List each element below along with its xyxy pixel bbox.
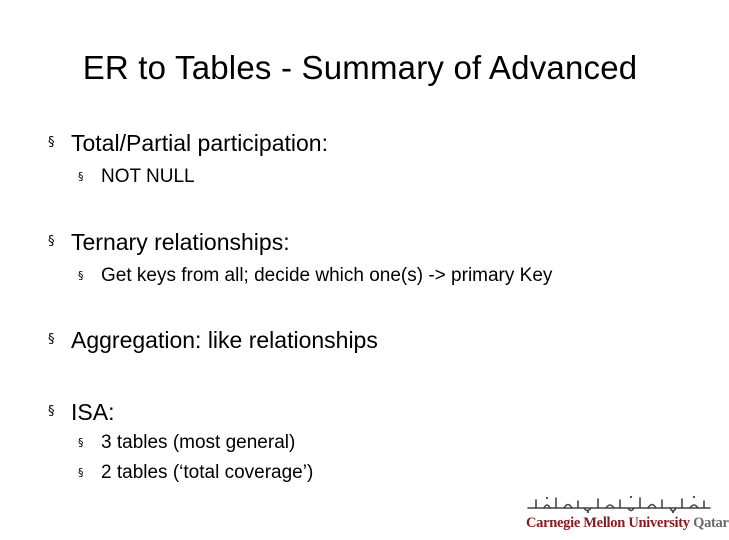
sub-bullet-not-null bbox=[78, 164, 195, 190]
sub-bullet-label: Get keys from all; decide which one(s) -> primary Key bbox=[101, 265, 553, 286]
bullet-aggregation bbox=[48, 325, 378, 355]
bullet-marker-icon: § bbox=[78, 269, 84, 282]
slide-title: ER to Tables - Summary of Advanced bbox=[82, 49, 638, 86]
cmu-wordmark: Carnegie Mellon University bbox=[526, 515, 690, 531]
bullet-marker-icon: § bbox=[48, 404, 55, 419]
cmu-qatar-logotype bbox=[526, 514, 729, 532]
sub-bullet-2-tables bbox=[78, 460, 313, 486]
sub-bullet-3-tables bbox=[78, 430, 295, 456]
bullet-label: Aggregation: like relationships bbox=[71, 327, 378, 353]
sub-bullet-get-keys bbox=[78, 263, 552, 289]
sub-bullet-label: 2 tables (‘total coverage’) bbox=[101, 462, 314, 483]
bullet-total-partial bbox=[48, 128, 328, 158]
bullet-marker-icon: § bbox=[78, 466, 84, 479]
bullet-marker-icon: § bbox=[48, 332, 55, 347]
bullet-label: Ternary relationships: bbox=[71, 229, 290, 255]
arabic-logotype-icon bbox=[526, 494, 712, 514]
cmu-qatar-logo bbox=[526, 494, 729, 534]
bullet-marker-icon: § bbox=[78, 170, 84, 183]
bullet-marker-icon: § bbox=[78, 436, 84, 449]
bullet-isa bbox=[48, 397, 114, 427]
bullet-marker-icon: § bbox=[48, 234, 55, 249]
bullet-label: Total/Partial participation: bbox=[71, 130, 328, 156]
bullet-label: ISA: bbox=[71, 399, 115, 425]
sub-bullet-label: NOT NULL bbox=[101, 166, 195, 187]
bullet-marker-icon: § bbox=[48, 135, 55, 150]
sub-bullet-label: 3 tables (most general) bbox=[101, 432, 296, 453]
bullet-ternary bbox=[48, 227, 290, 257]
qatar-wordmark: Qatar bbox=[693, 515, 729, 531]
